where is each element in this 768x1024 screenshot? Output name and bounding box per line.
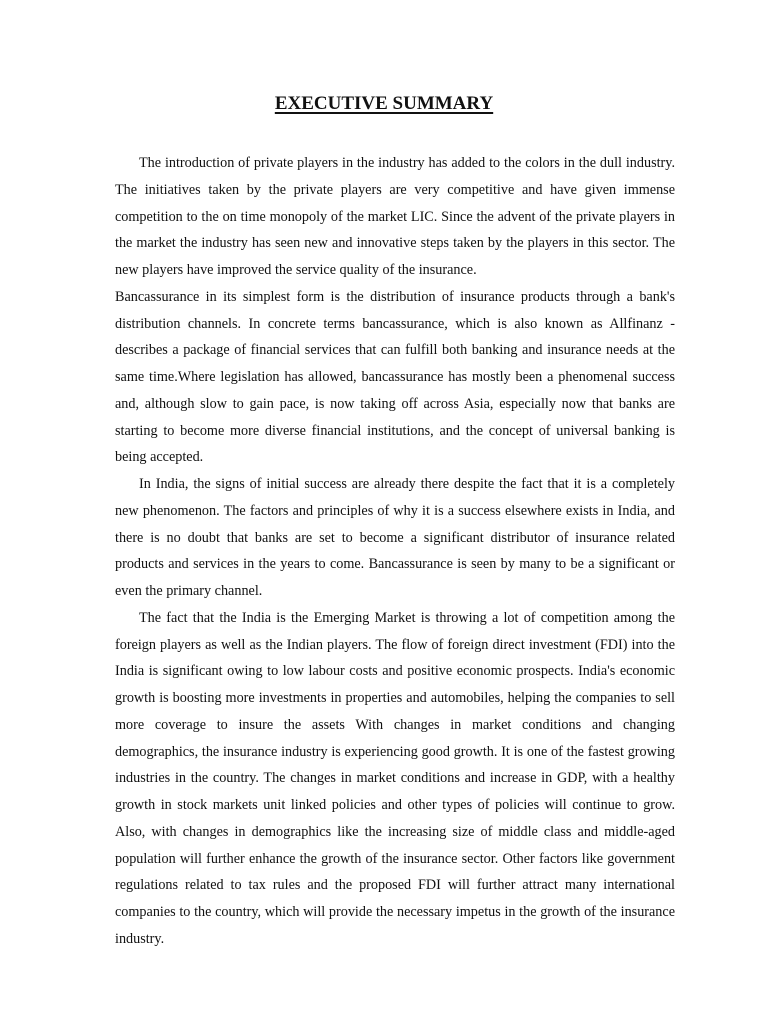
paragraph-india-success: In India, the signs of initial success are already there despite the fact that it is a completely new phenomenon. The factors and principles of why it is a success elsewhere exists in India, and there is no doubt that banks are set to become a significant distributor of insurance related products and services in the years to come. Bancassurance is seen by many to be a significant or even the primary channel. — [115, 476, 675, 599]
page-title-text: EXECUTIVE SUMMARY — [274, 93, 494, 114]
paragraph-emerging-market: The fact that the India is the Emerging Market is throwing a lot of competition among the foreign players as well as the Indian players. The flow of foreign direct investment (FDI) into the India is significant owing to low labour costs and positive economic prospects. India's economic growth is boosting more investments in properties and automobiles, helping the companies to sell more coverage to insure the assets With changes in market conditions and changing demographics, the insurance industry is experiencing good growth. It is one of the fastest growing industries in the country. The changes in market conditions and increase in GDP, with a healthy growth in stock markets unit linked policies and other types of policies will continue to grow. Also, with changes in demographics like the increasing size of middle class and middle-aged population will further enhance the growth of the insurance sector. Other factors like government regulations related to tax rules and the proposed FDI will further attract many international companies to the country, which will provide the necessary impetus in the growth of the insurance industry. — [115, 609, 675, 947]
paragraph-introduction: The introduction of private players in the industry has added to the colors in the dull industry. The initiatives taken by the private players are very competitive and have given immense competition to the on time monopoly of the market LIC. Since the advent of the private players in the market the industry has seen new and innovative steps taken by the players in this sector. The new players have improved the service quality of the insurance. — [115, 155, 675, 278]
document-body — [115, 150, 675, 953]
paragraph-bancassurance-definition: Bancassurance in its simplest form is the distribution of insurance products through a bank's distribution channels. In concrete terms bancassurance, which is also known as Allfinanz - describes a package of financial services that can fulfill both banking and insurance needs at the same time.Where legislation has allowed, bancassurance has mostly been a phenomenal success and, although slow to gain pace, is now taking off across Asia, especially now that banks are starting to become more diverse financial institutions, and the concept of universal banking is being accepted. — [115, 288, 675, 466]
page-title — [0, 91, 768, 117]
